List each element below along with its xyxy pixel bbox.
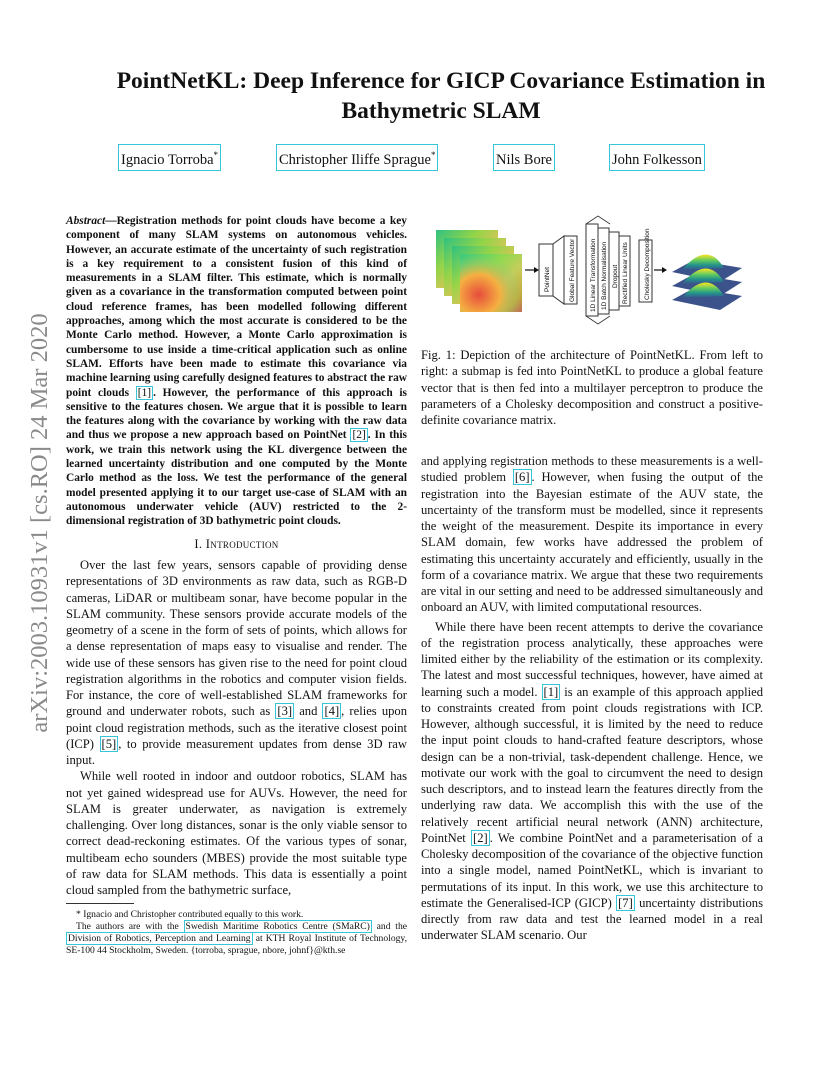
text-run: uncertainty distributions directly from raw data and test the learned model in a real underwater SLAM scenario. Our: [421, 895, 763, 943]
footnotes: [66, 909, 407, 957]
author-link[interactable]: [276, 144, 438, 171]
introduction-text: [66, 557, 407, 898]
text-run: . However, when fusing the output of the registration into the Bayesian estimate of the AUV state, the uncertainty of the transform must be modelled, since it represents the weight of the measurement. Despite its importance in every SLAM domain, few works have addressed the problem of estimating this uncertainty accurately and efficiently, usually in the form of a covariance matrix. We argue that these two requirements are vital in our setting and need to be addressed simultaneously and onboard an AUV, with limited computational resources.: [421, 470, 763, 615]
author-link[interactable]: [609, 144, 705, 171]
abstract-text: —Registration methods for point clouds have become a key component of many SLAM systems on autonomous vehicles. However, an accurate estimate of the uncertainty of such registration is a key requirement to a consistent fusion of this kind of measurements in a SLAM filter. This estimate, which is normally given as a covariance in the transformation computed between point cloud reference frames, has been modelled following different approaches, among which the most accurate is considered to be the Monte Carlo method. However, a Monte Carlo approximation is cumbersome to use inside a time-critical application such as online SLAM. Efforts have been made to estimate this covariance via machine learning using carefully designed features to abstract the raw point clouds: [66, 215, 407, 399]
text-run: at KTH Royal Institute of Technology, SE-100 44 Stockholm, Sweden. {torroba, sprague, nbore, johnf}@kth.se: [66, 932, 407, 956]
text-run: and the: [371, 920, 408, 932]
arrow-icon: [654, 267, 667, 273]
author-name: Christopher Iliffe Sprague: [279, 151, 431, 168]
citation-link[interactable]: [7]: [618, 895, 633, 910]
footnote-rule: [66, 903, 134, 904]
footnote: [66, 921, 407, 957]
footnote: * Ignacio and Christopher contributed equally to this work.: [76, 909, 304, 920]
citation-link[interactable]: [3]: [277, 704, 293, 719]
citation-link[interactable]: [1]: [137, 386, 152, 399]
figure-caption: Fig. 1: Depiction of the architecture of PointNetKL. From left to right: a submap is fed into PointNetKL to produce a global feature vector that is then fed into a multilayer perceptron to produce the parameters of a Cholesky decomposition and construct a positive-definite covariance matrix.: [421, 348, 763, 427]
paragraph: [66, 557, 407, 768]
right-column-text: [421, 453, 763, 944]
citation-link[interactable]: [1]: [543, 684, 559, 699]
text-run: The authors are with the: [76, 920, 184, 932]
text-run: Over the last few years, sensors capable of providing dense representations of 3D environments as raw data, such as RGB-D cameras, LiDAR or multibeam sonar, have become popular in the SLAM community. These sensors provide accurate models of the geometry of a scene in the form of sets of points, which allows for a dense representation of maps easy to visualise and render. The wide use of these sensors has given rise to the need for point cloud registration algorithms in the robotics and computer vision fields. For instance, the core of well-established SLAM frameworks for ground and underwater robots, such as: [66, 558, 407, 719]
citation-link[interactable]: [6]: [514, 470, 530, 485]
figure-label: PointNet: [544, 267, 551, 292]
author-name: John Folkesson: [612, 151, 702, 168]
author-link[interactable]: [118, 144, 221, 171]
text-run: is an example of this approach applied to constraints created from point clouds registrations with ICP. However, although successful, it is limited by the need to reduce the input point clouds to hand-crafted feature descriptors, whose design can be a non-trivial, task-dependent challenge. Hence, we motivate our work with the goal to circumvent the need to design such descriptors, and to instead learn the features directly from the underlying raw data. We accomplish this with the use of the relatively recent artificial neural network (ANN) architecture, PointNet: [421, 684, 763, 845]
author-name: Ignacio Torroba: [121, 151, 214, 168]
covariance-surface-stack: [672, 254, 742, 310]
paragraph: While well rooted in indoor and outdoor robotics, SLAM has not yet gained widespread use for AUVs. However, the need for SLAM is greater underwater, as navigation is extremely challenging. Over long distances, sonar is the only viable sensor to correct dead-reckoning estimates. Of the various types of sonar, multibeam echo sounders (MBES) provide the most suitable type of raw data for SLAM methods. This data is essentially a point cloud sampled from the bathymetric surface,: [66, 769, 407, 897]
paragraph: [421, 619, 763, 944]
figure-label: Dropout: [612, 264, 619, 288]
abstract-text: . However, the performance of this approach is sensitive to the features chosen. We argue that it is possible to learn the features along with the covariance by working with the raw data and thus we propose a new approach based on PointNet: [66, 386, 407, 442]
arrow-icon: [525, 267, 539, 273]
text-run: , to provide measurement updates from dense 3D raw input.: [66, 736, 407, 767]
text-run: . We combine PointNet and a parameterisation of a Cholesky decomposition of the covariance of the objective function into a single model, named PointNetKL, which is invariant to permutations of its input. In this work, we use this architecture to estimate the Generalised-ICP (GICP): [421, 830, 763, 910]
figure-label: Cholesky Decomposition: [644, 228, 651, 300]
smarc-link[interactable]: Swedish Maritime Robotics Centre (SMaRC): [185, 920, 370, 932]
arxiv-stamp-text: arXiv:2003.10931v1 [cs.RO] 24 Mar 2020: [26, 313, 53, 733]
figure-label: Rectified Linear Units: [622, 242, 629, 304]
abstract: [66, 214, 407, 529]
funnel-shape: [553, 236, 564, 304]
text-run: and: [294, 704, 323, 719]
text-run: , relies upon point cloud registration methods, such as the iterative closest point (ICP): [66, 704, 408, 751]
abstract-lead: Abstract: [66, 215, 106, 227]
author-link[interactable]: [493, 144, 555, 171]
figure-label: Global Feature Vector: [569, 238, 576, 302]
submap-stack: [436, 230, 522, 312]
author-mark: *: [430, 150, 436, 160]
citation-link[interactable]: [2]: [473, 830, 488, 845]
arxiv-stamp: [18, 288, 62, 758]
citation-link[interactable]: [4]: [324, 704, 340, 719]
text-run: While there have been recent attempts to derive the covariance of the registration process analytically, these approaches were limited either by the reliability of the estimation or its complexity. The latest and most successful techniques, however, have aimed at learning such a model.: [421, 619, 763, 699]
author-mark: *: [213, 150, 219, 160]
section-heading: I. Introduction: [194, 537, 279, 551]
rpl-link[interactable]: Division of Robotics, Perception and Learning: [68, 932, 251, 944]
paragraph: [421, 453, 763, 616]
figure-label: 1D Linear Transformation: [590, 238, 597, 312]
author-list: [78, 144, 804, 168]
author-name: Nils Bore: [496, 151, 552, 168]
architecture-figure: [424, 210, 776, 334]
abstract-text: . In this work, we train this network using the KL divergence between the learned uncertainty distribution and one computed by the Monte Carlo method as the loss. We test the performance of the general model presented applying it to our target use-case of SLAM with an autonomous underwater vehicle (AUV) restricted to the 2-dimensional registration of 3D bathymetric point clouds.: [66, 429, 407, 528]
figure-label: 1D Batch Normalisation: [601, 241, 608, 310]
text-run: and applying registration methods to these measurements is a well-studied problem: [421, 454, 763, 485]
citation-link[interactable]: [5]: [101, 736, 117, 751]
citation-link[interactable]: [2]: [352, 429, 366, 442]
paper-title: PointNetKL: Deep Inference for GICP Covariance Estimation in Bathymetric SLAM: [116, 68, 766, 124]
